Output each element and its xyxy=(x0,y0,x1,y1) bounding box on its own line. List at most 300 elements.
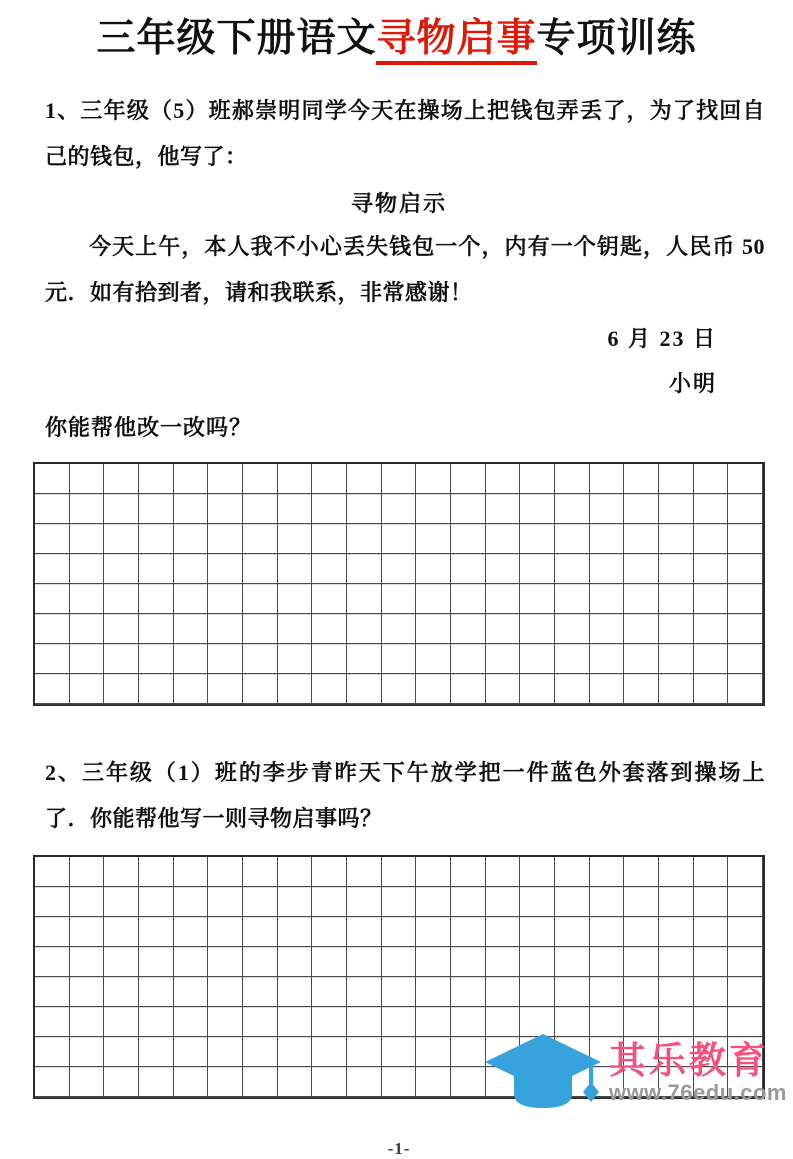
grid-cell xyxy=(70,674,105,704)
grid-cell xyxy=(590,947,625,977)
grid-cell xyxy=(659,494,694,524)
grid-cell xyxy=(486,554,521,584)
page-content xyxy=(0,88,793,1159)
grid-cell xyxy=(312,1007,347,1037)
grid-cell xyxy=(728,644,763,674)
grid-cell xyxy=(35,554,70,584)
grid-cell xyxy=(70,1067,105,1097)
grid-cell xyxy=(312,584,347,614)
grid-cell xyxy=(520,554,555,584)
grid-cell xyxy=(70,494,105,524)
grid-cell xyxy=(243,1007,278,1037)
grid-cell xyxy=(416,614,451,644)
grid-cell xyxy=(624,524,659,554)
grid-cell xyxy=(243,947,278,977)
grid-cell xyxy=(139,614,174,644)
page-number: -1- xyxy=(387,1139,411,1158)
grid-cell xyxy=(486,464,521,494)
grid-cell xyxy=(139,947,174,977)
page-title-prefix: 三年级下册语文 xyxy=(96,17,377,60)
grid-cell xyxy=(347,494,382,524)
sample-notice-signer: 小明 xyxy=(668,371,717,396)
grid-cell xyxy=(278,674,313,704)
grid-cell xyxy=(486,584,521,614)
grid-cell xyxy=(382,524,417,554)
grid-cell xyxy=(555,554,590,584)
grid-cell xyxy=(208,524,243,554)
grid-cell xyxy=(416,1007,451,1037)
grid-cell xyxy=(451,464,486,494)
grid-cell xyxy=(486,947,521,977)
grid-cell xyxy=(243,674,278,704)
grid-cell xyxy=(624,494,659,524)
grid-cell xyxy=(278,584,313,614)
grid-cell xyxy=(278,1067,313,1097)
grid-cell xyxy=(728,524,763,554)
grid-cell xyxy=(555,584,590,614)
grid-cell xyxy=(555,614,590,644)
grid-cell xyxy=(139,1037,174,1067)
grid-cell xyxy=(139,1067,174,1097)
grid-cell xyxy=(243,554,278,584)
grid-cell xyxy=(590,977,625,1007)
grid-cell xyxy=(416,887,451,917)
grid-cell xyxy=(208,584,243,614)
grid-cell xyxy=(624,644,659,674)
grid-cell xyxy=(243,644,278,674)
grid-cell xyxy=(174,494,209,524)
grid-cell xyxy=(139,857,174,887)
grid-cell xyxy=(520,977,555,1007)
grid-cell xyxy=(35,674,70,704)
grid-cell xyxy=(278,1007,313,1037)
question-1-text: 1、三年级（5）班郝崇明同学今天在操场上把钱包弄丢了，为了找回自己的钱包，他写了： xyxy=(45,98,765,169)
grid-cell xyxy=(35,494,70,524)
grid-cell xyxy=(590,464,625,494)
grid-cell xyxy=(694,584,729,614)
grid-cell xyxy=(174,947,209,977)
grid-cell xyxy=(590,674,625,704)
grid-cell xyxy=(451,584,486,614)
grid-cell xyxy=(312,1067,347,1097)
grid-cell xyxy=(382,1067,417,1097)
grid-cell xyxy=(555,857,590,887)
grid-cell xyxy=(659,674,694,704)
graduation-cap-icon xyxy=(483,1032,603,1114)
grid-cell xyxy=(590,614,625,644)
grid-cell xyxy=(35,584,70,614)
grid-cell xyxy=(694,644,729,674)
grid-cell xyxy=(70,917,105,947)
grid-cell xyxy=(139,554,174,584)
grid-cell xyxy=(347,554,382,584)
grid-cell xyxy=(35,1067,70,1097)
grid-cell xyxy=(312,887,347,917)
grid-cell xyxy=(694,674,729,704)
grid-cell xyxy=(174,554,209,584)
grid-cell xyxy=(659,524,694,554)
grid-cell xyxy=(104,644,139,674)
grid-cell xyxy=(416,947,451,977)
grid-cell xyxy=(347,464,382,494)
grid-cell xyxy=(104,857,139,887)
grid-cell xyxy=(208,857,243,887)
grid-cell xyxy=(555,977,590,1007)
grid-cell xyxy=(208,464,243,494)
grid-cell xyxy=(382,614,417,644)
grid-cell xyxy=(104,1037,139,1067)
sample-notice-body: 今天上午，本人我不小心丢失钱包一个，内有一个钥匙，人民币 50 元．如有拾到者，请和我联系，非常感谢！ xyxy=(45,234,765,305)
grid-cell xyxy=(104,977,139,1007)
grid-cell xyxy=(278,524,313,554)
grid-cell xyxy=(139,674,174,704)
grid-cell xyxy=(312,917,347,947)
grid-cell xyxy=(659,614,694,644)
grid-cell xyxy=(104,584,139,614)
grid-cell xyxy=(139,464,174,494)
grid-cell xyxy=(382,887,417,917)
grid-cell xyxy=(590,917,625,947)
grid-cell xyxy=(312,857,347,887)
grid-cell xyxy=(208,1067,243,1097)
grid-cell xyxy=(278,614,313,644)
grid-cell xyxy=(312,614,347,644)
grid-cell xyxy=(624,674,659,704)
grid-cell xyxy=(659,554,694,584)
grid-cell xyxy=(35,644,70,674)
grid-cell xyxy=(174,584,209,614)
grid-cell xyxy=(451,644,486,674)
grid-cell xyxy=(520,524,555,554)
grid-cell xyxy=(35,857,70,887)
grid-cell xyxy=(382,1037,417,1067)
grid-cell xyxy=(520,494,555,524)
grid-cell xyxy=(104,1067,139,1097)
grid-cell xyxy=(243,614,278,644)
grid-cell xyxy=(486,614,521,644)
grid-cell xyxy=(728,947,763,977)
grid-cell xyxy=(416,1037,451,1067)
grid-cell xyxy=(312,494,347,524)
grid-cell xyxy=(590,524,625,554)
grid-cell xyxy=(416,494,451,524)
publisher-logo xyxy=(483,1032,787,1114)
grid-cell xyxy=(451,887,486,917)
grid-cell xyxy=(382,584,417,614)
grid-cell xyxy=(243,887,278,917)
grid-cell xyxy=(728,887,763,917)
grid-cell xyxy=(174,464,209,494)
grid-cell xyxy=(451,494,486,524)
grid-cell xyxy=(35,947,70,977)
grid-cell xyxy=(451,524,486,554)
grid-cell xyxy=(728,494,763,524)
grid-cell xyxy=(520,614,555,644)
grid-cell xyxy=(243,584,278,614)
grid-cell xyxy=(382,554,417,584)
grid-cell xyxy=(416,857,451,887)
grid-cell xyxy=(520,644,555,674)
grid-cell xyxy=(174,614,209,644)
grid-cell xyxy=(347,1007,382,1037)
grid-cell xyxy=(382,917,417,947)
grid-cell xyxy=(278,887,313,917)
grid-cell xyxy=(347,524,382,554)
grid-cell xyxy=(35,524,70,554)
grid-cell xyxy=(243,857,278,887)
grid-cell xyxy=(520,857,555,887)
grid-cell xyxy=(555,524,590,554)
grid-cell xyxy=(174,917,209,947)
grid-cell xyxy=(486,977,521,1007)
writing-grid-1 xyxy=(33,462,765,706)
grid-cell xyxy=(520,464,555,494)
grid-cell xyxy=(520,917,555,947)
grid-cell xyxy=(278,947,313,977)
sample-notice-title: 寻物启示 xyxy=(350,191,447,216)
grid-cell xyxy=(208,1007,243,1037)
grid-cell xyxy=(694,464,729,494)
grid-cell xyxy=(382,644,417,674)
grid-cell xyxy=(174,977,209,1007)
grid-cell xyxy=(624,977,659,1007)
grid-cell xyxy=(70,887,105,917)
grid-cell xyxy=(139,584,174,614)
grid-cell xyxy=(243,1037,278,1067)
grid-cell xyxy=(312,1037,347,1067)
grid-cell xyxy=(382,947,417,977)
logo-brand-name: 其乐教育 xyxy=(608,1040,769,1082)
grid-cell xyxy=(174,1037,209,1067)
grid-cell xyxy=(694,494,729,524)
grid-cell xyxy=(451,614,486,644)
grid-cell xyxy=(728,614,763,644)
grid-cell xyxy=(555,947,590,977)
grid-cell xyxy=(659,947,694,977)
grid-cell xyxy=(174,1067,209,1097)
grid-cell xyxy=(174,1007,209,1037)
grid-cell xyxy=(590,857,625,887)
grid-cell xyxy=(174,644,209,674)
grid-cell xyxy=(208,887,243,917)
grid-cell xyxy=(278,857,313,887)
grid-cell xyxy=(347,887,382,917)
grid-cell xyxy=(659,644,694,674)
grid-cell xyxy=(70,947,105,977)
grid-cell xyxy=(382,674,417,704)
grid-cell xyxy=(104,674,139,704)
grid-cell xyxy=(451,857,486,887)
grid-cell xyxy=(70,1037,105,1067)
grid-cell xyxy=(728,674,763,704)
grid-cell xyxy=(347,614,382,644)
grid-cell xyxy=(70,464,105,494)
grid-cell xyxy=(451,1067,486,1097)
grid-cell xyxy=(139,524,174,554)
grid-cell xyxy=(208,1037,243,1067)
grid-cell xyxy=(35,887,70,917)
grid-cell xyxy=(624,857,659,887)
grid-cell xyxy=(451,977,486,1007)
grid-cell xyxy=(312,554,347,584)
page-title xyxy=(0,0,793,64)
grid-cell xyxy=(104,464,139,494)
grid-cell xyxy=(624,464,659,494)
grid-cell xyxy=(451,1037,486,1067)
grid-cell xyxy=(347,917,382,947)
grid-cell xyxy=(694,524,729,554)
grid-cell xyxy=(347,644,382,674)
grid-cell xyxy=(104,524,139,554)
grid-cell xyxy=(624,887,659,917)
grid-cell xyxy=(104,494,139,524)
grid-cell xyxy=(659,857,694,887)
grid-cell xyxy=(382,464,417,494)
grid-cell xyxy=(104,947,139,977)
grid-cell xyxy=(486,674,521,704)
grid-cell xyxy=(590,644,625,674)
grid-cell xyxy=(451,554,486,584)
grid-cell xyxy=(70,524,105,554)
grid-cell xyxy=(555,887,590,917)
grid-cell xyxy=(312,674,347,704)
grid-cell xyxy=(208,614,243,644)
grid-cell xyxy=(486,494,521,524)
logo-website-url: www.76edu.com xyxy=(608,1079,787,1105)
grid-cell xyxy=(243,494,278,524)
grid-cell xyxy=(416,644,451,674)
grid-cell xyxy=(312,464,347,494)
grid-cell xyxy=(70,584,105,614)
grid-cell xyxy=(174,524,209,554)
grid-cell xyxy=(624,917,659,947)
grid-cell xyxy=(659,584,694,614)
grid-cell xyxy=(555,917,590,947)
grid-cell xyxy=(243,464,278,494)
grid-cell xyxy=(208,917,243,947)
grid-cell xyxy=(312,524,347,554)
grid-cell xyxy=(659,917,694,947)
grid-cell xyxy=(347,947,382,977)
grid-cell xyxy=(555,464,590,494)
grid-cell xyxy=(624,554,659,584)
page-title-suffix: 专项训练 xyxy=(536,17,697,60)
grid-cell xyxy=(35,1007,70,1037)
grid-cell xyxy=(208,494,243,524)
grid-cell xyxy=(278,977,313,1007)
grid-cell xyxy=(694,857,729,887)
grid-cell xyxy=(347,857,382,887)
grid-cell xyxy=(555,674,590,704)
grid-cell xyxy=(416,554,451,584)
grid-cell xyxy=(208,554,243,584)
grid-cell xyxy=(555,644,590,674)
grid-cell xyxy=(278,917,313,947)
grid-cell xyxy=(347,1037,382,1067)
grid-cell xyxy=(694,554,729,584)
grid-cell xyxy=(104,887,139,917)
grid-cell xyxy=(139,977,174,1007)
grid-cell xyxy=(486,887,521,917)
grid-cell xyxy=(486,917,521,947)
grid-cell xyxy=(35,917,70,947)
grid-cell xyxy=(278,464,313,494)
grid-cell xyxy=(70,977,105,1007)
grid-cell xyxy=(728,554,763,584)
grid-cell xyxy=(139,887,174,917)
grid-cell xyxy=(382,977,417,1007)
grid-cell xyxy=(278,554,313,584)
grid-cell xyxy=(486,644,521,674)
grid-cell xyxy=(382,857,417,887)
grid-cell xyxy=(104,614,139,644)
grid-cell xyxy=(416,584,451,614)
page-title-highlight: 寻物启事 xyxy=(376,17,536,65)
grid-cell xyxy=(70,554,105,584)
grid-cell xyxy=(208,977,243,1007)
grid-cell xyxy=(486,857,521,887)
grid-cell xyxy=(243,1067,278,1097)
grid-cell xyxy=(208,947,243,977)
grid-cell xyxy=(590,584,625,614)
grid-cell xyxy=(139,494,174,524)
grid-cell xyxy=(104,1007,139,1037)
grid-cell xyxy=(590,887,625,917)
grid-cell xyxy=(312,947,347,977)
grid-cell xyxy=(174,887,209,917)
grid-cell xyxy=(416,917,451,947)
grid-cell xyxy=(728,464,763,494)
grid-cell xyxy=(624,947,659,977)
grid-cell xyxy=(243,917,278,947)
grid-cell xyxy=(624,584,659,614)
logo-text-block xyxy=(609,1042,787,1104)
grid-cell xyxy=(624,614,659,644)
grid-cell xyxy=(694,947,729,977)
grid-cell xyxy=(139,644,174,674)
grid-cell xyxy=(139,917,174,947)
grid-cell xyxy=(520,584,555,614)
grid-cell xyxy=(694,887,729,917)
grid-cell xyxy=(347,977,382,1007)
grid-cell xyxy=(728,584,763,614)
grid-cell xyxy=(451,1007,486,1037)
grid-cell xyxy=(35,464,70,494)
grid-cell xyxy=(243,977,278,1007)
grid-cell xyxy=(70,1007,105,1037)
grid-cell xyxy=(451,917,486,947)
grid-cell xyxy=(347,584,382,614)
grid-cell xyxy=(728,977,763,1007)
grid-cell xyxy=(590,554,625,584)
grid-cell xyxy=(104,917,139,947)
grid-cell xyxy=(659,977,694,1007)
grid-cell xyxy=(590,494,625,524)
grid-cell xyxy=(728,917,763,947)
grid-cell xyxy=(347,1067,382,1097)
grid-cell xyxy=(208,674,243,704)
grid-cell xyxy=(728,857,763,887)
grid-cell xyxy=(278,494,313,524)
grid-cell xyxy=(694,614,729,644)
grid-cell xyxy=(35,1037,70,1067)
grid-cell xyxy=(520,887,555,917)
grid-cell xyxy=(694,977,729,1007)
grid-cell xyxy=(70,614,105,644)
grid-cell xyxy=(174,857,209,887)
grid-cell xyxy=(451,947,486,977)
grid-cell xyxy=(486,524,521,554)
